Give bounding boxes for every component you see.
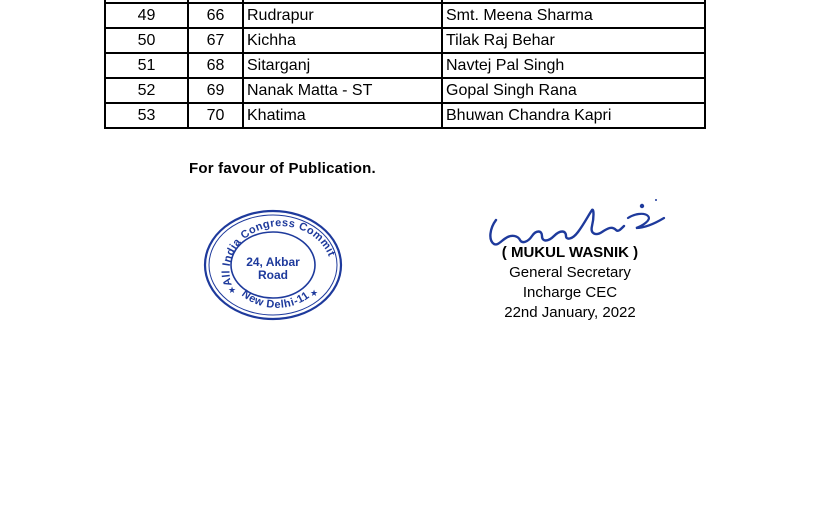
- svg-text:★: ★: [310, 288, 319, 298]
- candidate-cell: Navtej Pal Singh: [442, 53, 705, 78]
- signatory-name: ( MUKUL WASNIK ): [501, 244, 639, 261]
- candidate-cell: Gopal Singh Rana: [442, 78, 705, 103]
- serial-number-cell: 53: [105, 103, 188, 128]
- signatory-block: [460, 243, 680, 323]
- document-date: 22nd January, 2022: [504, 304, 636, 321]
- party-seal-stamp: [198, 205, 348, 325]
- serial-number-cell: 49: [105, 3, 188, 28]
- constituency-cell: Sitarganj: [243, 53, 442, 78]
- ac-number-cell: 68: [188, 53, 243, 78]
- ac-number-cell: 69: [188, 78, 243, 103]
- serial-number-cell: 50: [105, 28, 188, 53]
- table-row: [105, 3, 705, 28]
- candidate-cell: Smt. Meena Sharma: [442, 3, 705, 28]
- constituency-cell: Nanak Matta - ST: [243, 78, 442, 103]
- signatory-role: Incharge CEC: [522, 284, 618, 301]
- table-row: [105, 28, 705, 53]
- svg-text:★: ★: [228, 285, 237, 295]
- seal-center-line2: Road: [258, 268, 288, 282]
- svg-text:All India Congress Committee: All India Congress Commit: [220, 216, 338, 288]
- ac-number-cell: 67: [188, 28, 243, 53]
- candidate-cell: Bhuwan Chandra Kapri: [442, 103, 705, 128]
- table-row: [105, 103, 705, 128]
- seal-center-line1: 24, Akbar: [246, 255, 300, 269]
- ac-number-cell: 66: [188, 3, 243, 28]
- serial-number-cell: 51: [105, 53, 188, 78]
- constituency-cell: Kichha: [243, 28, 442, 53]
- candidate-table: [104, 0, 706, 129]
- svg-text:New Delhi-11: New Delhi-11: [239, 287, 312, 312]
- constituency-cell: Khatima: [243, 103, 442, 128]
- table-row: [105, 53, 705, 78]
- table-row: [105, 78, 705, 103]
- publication-note: For favour of Publication.: [189, 160, 376, 177]
- candidate-cell: Tilak Raj Behar: [442, 28, 705, 53]
- constituency-cell: Rudrapur: [243, 3, 442, 28]
- ac-number-cell: 70: [188, 103, 243, 128]
- serial-number-cell: 52: [105, 78, 188, 103]
- signatory-designation: General Secretary: [509, 264, 631, 281]
